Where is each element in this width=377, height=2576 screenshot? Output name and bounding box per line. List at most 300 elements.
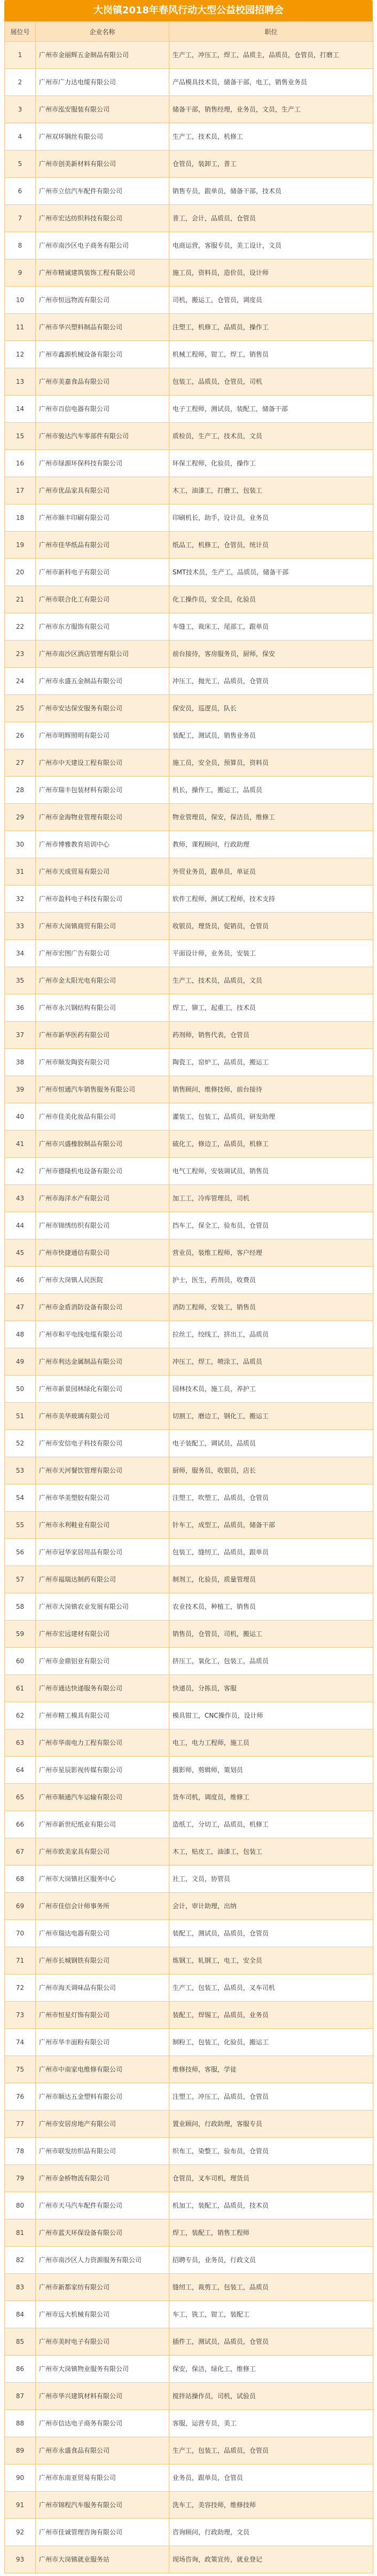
positions-cell: 消防工程师，安装工，销售员 — [169, 1294, 373, 1321]
table-row — [5, 940, 373, 967]
company-name-cell: 广州市恒星灯饰有限公司 — [36, 2002, 169, 2029]
company-name-cell: 广州市星辰影视传媒有限公司 — [36, 1757, 169, 1784]
positions-cell: 包装工，品质员，仓管员，司机 — [169, 368, 373, 396]
positions-cell: 木工，油漆工，打磨工，包装工 — [169, 477, 373, 504]
table-row — [5, 1049, 373, 1076]
positions-cell: 硫化工，修边工，品质员，机修工 — [169, 1131, 373, 1158]
table-row — [5, 2274, 373, 2301]
booth-number-cell: 17 — [5, 477, 36, 504]
company-name-cell: 广州市恒远物流有限公司 — [36, 287, 169, 314]
company-name-cell: 广州市德隆机电设备有限公司 — [36, 1158, 169, 1185]
positions-cell: 机长，操作工，搬运工，品质员 — [169, 777, 373, 804]
table-row — [5, 450, 373, 477]
table-row — [5, 2083, 373, 2111]
company-name-cell: 广州市新景园林绿化有限公司 — [36, 1376, 169, 1403]
booth-number-cell: 69 — [5, 1893, 36, 1920]
booth-number-cell: 31 — [5, 858, 36, 886]
table-row — [5, 1457, 373, 1484]
table-row — [5, 1348, 373, 1376]
positions-cell: 生产工，技术员，机修工 — [169, 123, 373, 151]
company-name-cell: 广州市顺达五金塑料有限公司 — [36, 2083, 169, 2111]
booth-number-cell: 56 — [5, 1539, 36, 1566]
positions-cell: 摄影师，剪辑师，策划员 — [169, 1757, 373, 1784]
table-row — [5, 1158, 373, 1185]
table-row — [5, 1131, 373, 1158]
table-header-row — [5, 22, 373, 42]
table-row — [5, 1484, 373, 1512]
company-name-cell: 广州市南沙区电子商务有限公司 — [36, 232, 169, 259]
company-name-cell: 广州市宏远建材有限公司 — [36, 1621, 169, 1648]
positions-cell: 业务员，跟单员，仓管员 — [169, 2464, 373, 2492]
table-row — [5, 1376, 373, 1403]
company-name-cell: 广州市佳信会计师事务所 — [36, 1893, 169, 1920]
company-name-cell: 广州市蓝天环保设备有限公司 — [36, 2219, 169, 2247]
positions-cell: 货车司机，调度员，维修工 — [169, 1784, 373, 1811]
header-jobs: 职位 — [169, 22, 373, 42]
table-row — [5, 913, 373, 940]
booth-number-cell: 63 — [5, 1729, 36, 1757]
company-name-cell: 广州市广力达电缆有限公司 — [36, 69, 169, 96]
table-row — [5, 1267, 373, 1294]
positions-cell: 厨师，服务员，收银员，店长 — [169, 1457, 373, 1484]
positions-cell: 教师，课程顾问，行政助理 — [169, 831, 373, 858]
booth-number-cell: 5 — [5, 151, 36, 178]
table-row — [5, 2219, 373, 2247]
positions-cell: 营业员，装维工程师，客户经理 — [169, 1239, 373, 1267]
company-name-cell: 广州市大岗镇人民医院 — [36, 1267, 169, 1294]
company-name-cell: 广州市永利鞋业有限公司 — [36, 1512, 169, 1539]
table-row — [5, 559, 373, 586]
table-row — [5, 1512, 373, 1539]
table-row — [5, 1675, 373, 1702]
company-name-cell: 广州市新科电子有限公司 — [36, 559, 169, 586]
table-row — [5, 232, 373, 259]
positions-cell: 搅拌站操作员，司机，试验员 — [169, 2383, 373, 2410]
company-name-cell: 广州市美嘉食品有限公司 — [36, 368, 169, 396]
positions-cell: 注塑工，吹塑工，品质员，仓管员 — [169, 1484, 373, 1512]
booth-number-cell: 14 — [5, 396, 36, 423]
booth-number-cell: 68 — [5, 1866, 36, 1893]
booth-number-cell: 46 — [5, 1267, 36, 1294]
company-name-cell: 广州市永盛食品有限公司 — [36, 2437, 169, 2464]
company-name-cell: 广州市天成贸易有限公司 — [36, 858, 169, 886]
booth-number-cell: 12 — [5, 341, 36, 368]
booth-number-cell: 19 — [5, 532, 36, 559]
positions-cell: 焊工，铆工，起重工，技术员 — [169, 994, 373, 1022]
table-row — [5, 123, 373, 151]
company-name-cell: 广州市中天建设工程有限公司 — [36, 749, 169, 777]
positions-cell: 保安，保洁，绿化工，维修工 — [169, 2356, 373, 2383]
positions-cell: 咨询顾问，行政助理，文员 — [169, 2519, 373, 2546]
booth-number-cell: 60 — [5, 1648, 36, 1675]
positions-cell: 纸品工，机修工，仓管员，统计员 — [169, 532, 373, 559]
booth-number-cell: 13 — [5, 368, 36, 396]
company-name-cell: 广州市中南家电维修有限公司 — [36, 2056, 169, 2083]
booth-number-cell: 24 — [5, 668, 36, 695]
table-row — [5, 1212, 373, 1239]
table-row — [5, 2356, 373, 2383]
booth-number-cell: 35 — [5, 967, 36, 994]
table-row — [5, 1947, 373, 1974]
table-row — [5, 1294, 373, 1321]
positions-cell: 电气工程师，安装调试员，销售员 — [169, 1158, 373, 1185]
booth-number-cell: 89 — [5, 2437, 36, 2464]
booth-number-cell: 47 — [5, 1294, 36, 1321]
booth-number-cell: 45 — [5, 1239, 36, 1267]
positions-cell: 加工工，冷库管理员，司机 — [169, 1185, 373, 1212]
positions-cell: 切割工，磨边工，钢化工，搬运工 — [169, 1403, 373, 1430]
positions-cell: 木工，贴皮工，油漆工，包装工 — [169, 1838, 373, 1866]
company-name-cell: 广州市安信电子科技有限公司 — [36, 1430, 169, 1457]
company-name-cell: 广州市宏达纺织科技有限公司 — [36, 205, 169, 232]
positions-cell: 电子工程师，测试员，装配工，储备干部 — [169, 396, 373, 423]
positions-cell: 印刷机长，助手，设计员，业务员 — [169, 504, 373, 532]
header-company: 企业名称 — [36, 22, 169, 42]
company-name-cell: 广州市信达电子商务有限公司 — [36, 2410, 169, 2437]
booth-number-cell: 10 — [5, 287, 36, 314]
table-row — [5, 1566, 373, 1593]
company-name-cell: 广州市精工模具有限公司 — [36, 1702, 169, 1729]
positions-cell: 软件工程师，测试工程师，技术支持 — [169, 886, 373, 913]
positions-cell: 冲压工，焊工，喷涂工，品质员 — [169, 1348, 373, 1376]
booth-number-cell: 49 — [5, 1348, 36, 1376]
positions-cell: 注塑工，冲压工，品质员，仓管员 — [169, 2083, 373, 2111]
company-name-cell: 广州市立信汽车配件有限公司 — [36, 178, 169, 205]
booth-number-cell: 58 — [5, 1593, 36, 1621]
company-name-cell: 广州市恒通汽车销售服务有限公司 — [36, 1076, 169, 1103]
positions-cell: 仓管员，装卸工，普工 — [169, 151, 373, 178]
table-row — [5, 1729, 373, 1757]
positions-cell: 园林技术员，施工员，养护工 — [169, 1376, 373, 1403]
booth-number-cell: 64 — [5, 1757, 36, 1784]
table-row — [5, 151, 373, 178]
positions-cell: 电商运营，客服专员，美工设计，文员 — [169, 232, 373, 259]
positions-cell: 销售顾问，维修技师，前台接待 — [169, 1076, 373, 1103]
booth-number-cell: 11 — [5, 314, 36, 341]
table-row — [5, 205, 373, 232]
company-name-cell: 广州市海洋水产有限公司 — [36, 1185, 169, 1212]
booth-number-cell: 77 — [5, 2111, 36, 2138]
company-name-cell: 广州市顺发陶瓷有限公司 — [36, 1049, 169, 1076]
table-row — [5, 368, 373, 396]
company-name-cell: 广州市金丽辉五金制品有限公司 — [36, 42, 169, 69]
positions-cell: 保安员，巡逻员，队长 — [169, 695, 373, 722]
company-name-cell: 广州市大岗镇社区服务中心 — [36, 1866, 169, 1893]
table-row — [5, 1784, 373, 1811]
table-row — [5, 1621, 373, 1648]
positions-cell: 农业技术员，种植工，销售员 — [169, 1593, 373, 1621]
company-name-cell: 广州市精诚建筑装饰工程有限公司 — [36, 259, 169, 287]
table-row — [5, 1811, 373, 1838]
table-row — [5, 2301, 373, 2328]
table-row — [5, 2328, 373, 2356]
company-name-cell: 广州市福瑞达制药有限公司 — [36, 1566, 169, 1593]
company-name-cell: 广州市顺通汽车运输有限公司 — [36, 1784, 169, 1811]
table-row — [5, 1648, 373, 1675]
positions-cell: 制粉工，包装工，化验员，搬运工 — [169, 2029, 373, 2056]
company-name-cell: 广州市新华医药有限公司 — [36, 1022, 169, 1049]
booth-number-cell: 75 — [5, 2056, 36, 2083]
table-row — [5, 287, 373, 314]
table-row — [5, 1866, 373, 1893]
booth-number-cell: 65 — [5, 1784, 36, 1811]
company-name-cell: 广州市创美新材料有限公司 — [36, 151, 169, 178]
table-row — [5, 641, 373, 668]
positions-cell: 前台接待，客房服务员，厨师，保安 — [169, 641, 373, 668]
company-name-cell: 广州市美时电子有限公司 — [36, 2328, 169, 2356]
positions-cell: 洗车工，美容技师，维修技师 — [169, 2492, 373, 2519]
table-row — [5, 532, 373, 559]
booth-number-cell: 62 — [5, 1702, 36, 1729]
booth-number-cell: 33 — [5, 913, 36, 940]
company-name-cell: 广州市通达快递服务有限公司 — [36, 1675, 169, 1702]
positions-cell: 产品模具技术员，储备干部，电工，销售业务员 — [169, 69, 373, 96]
company-name-cell: 广州市华南电力工程有限公司 — [36, 1729, 169, 1757]
table-row — [5, 831, 373, 858]
company-name-cell: 广州市东方服饰有限公司 — [36, 613, 169, 641]
table-row — [5, 2192, 373, 2219]
booth-number-cell: 55 — [5, 1512, 36, 1539]
positions-cell: 环保工程师，化验员，操作工 — [169, 450, 373, 477]
company-name-cell: 广州市百信电器有限公司 — [36, 396, 169, 423]
page-title: 大岗镇2018年春风行动大型公益校园招聘会 — [4, 0, 373, 21]
table-row — [5, 1403, 373, 1430]
booth-number-cell: 34 — [5, 940, 36, 967]
company-name-cell: 广州市华兴建筑材料有限公司 — [36, 2383, 169, 2410]
table-row — [5, 2111, 373, 2138]
company-name-cell: 广州市华兴塑料制品有限公司 — [36, 314, 169, 341]
booth-number-cell: 72 — [5, 1974, 36, 2002]
positions-cell: 装配工，焊锡工，品质员，业务员 — [169, 2002, 373, 2029]
table-row — [5, 2056, 373, 2083]
table-row — [5, 2519, 373, 2546]
positions-cell: 维修技师，客服，学徒 — [169, 2056, 373, 2083]
header-booth: 展位号 — [5, 22, 36, 42]
table-row — [5, 2165, 373, 2192]
company-name-cell: 广州市安达保安服务有限公司 — [36, 695, 169, 722]
table-row — [5, 1103, 373, 1131]
company-name-cell: 广州市南沙区人力资源服务有限公司 — [36, 2247, 169, 2274]
booth-number-cell: 82 — [5, 2247, 36, 2274]
table-row — [5, 886, 373, 913]
booth-number-cell: 92 — [5, 2519, 36, 2546]
positions-cell: 拉丝工，绞线工，挤出工，品质员 — [169, 1321, 373, 1348]
table-row — [5, 1430, 373, 1457]
positions-cell: 包装工，缝纫工，品质员，跟单员 — [169, 1539, 373, 1566]
table-row — [5, 586, 373, 613]
booth-number-cell: 80 — [5, 2192, 36, 2219]
company-name-cell: 广州市顺丰印刷有限公司 — [36, 504, 169, 532]
table-row — [5, 2029, 373, 2056]
company-name-cell: 广州市永兴钢结构有限公司 — [36, 994, 169, 1022]
positions-cell: 施工员，安全员，预算员，资料员 — [169, 749, 373, 777]
positions-cell: 陶瓷工，窑炉工，品质员，搬运工 — [169, 1049, 373, 1076]
company-name-cell: 广州市金桥物流有限公司 — [36, 2165, 169, 2192]
booth-number-cell: 53 — [5, 1457, 36, 1484]
company-name-cell: 广州市兴盛橡胶制品有限公司 — [36, 1131, 169, 1158]
company-name-cell: 广州市南沙区酒店管理有限公司 — [36, 641, 169, 668]
company-name-cell: 广州市佳诚管理咨询有限公司 — [36, 2519, 169, 2546]
table-row — [5, 613, 373, 641]
company-name-cell: 广州市永盛五金制品有限公司 — [36, 668, 169, 695]
table-row — [5, 967, 373, 994]
booth-number-cell: 7 — [5, 205, 36, 232]
booth-number-cell: 43 — [5, 1185, 36, 1212]
positions-cell: 社工，文员，协管员 — [169, 1866, 373, 1893]
positions-cell: 生产工，包装工，品质员，叉车司机 — [169, 1974, 373, 2002]
company-name-cell: 广州市冠华家居用品有限公司 — [36, 1539, 169, 1566]
table-row — [5, 1539, 373, 1566]
booth-number-cell: 52 — [5, 1430, 36, 1457]
booth-number-cell: 87 — [5, 2383, 36, 2410]
booth-number-cell: 30 — [5, 831, 36, 858]
job-fair-sheet — [4, 0, 373, 2573]
positions-cell: SMT技术员，生产工，品质员，储备干部 — [169, 559, 373, 586]
company-name-cell: 广州市和平电线电缆有限公司 — [36, 1321, 169, 1348]
booth-number-cell: 79 — [5, 2165, 36, 2192]
booth-number-cell: 71 — [5, 1947, 36, 1974]
company-name-cell: 广州市绿源环保科技有限公司 — [36, 450, 169, 477]
positions-cell: 储备干部，销售经理，业务员，文员，生产工 — [169, 96, 373, 123]
company-name-cell: 广州市佳美化妆品有限公司 — [36, 1103, 169, 1131]
positions-cell: 收银员，理货员，促销员，仓管员 — [169, 913, 373, 940]
company-name-cell: 广州市联发纺织品有限公司 — [36, 2138, 169, 2165]
booth-number-cell: 44 — [5, 1212, 36, 1239]
booth-number-cell: 50 — [5, 1376, 36, 1403]
positions-cell: 外贸业务员，跟单员，单证员 — [169, 858, 373, 886]
table-row — [5, 668, 373, 695]
table-row — [5, 1702, 373, 1729]
positions-cell: 销售员，仓管员，司机，搬运工 — [169, 1621, 373, 1648]
company-name-cell: 广州市瑞达电器有限公司 — [36, 1920, 169, 1947]
company-name-cell: 广州市金盾消防设备有限公司 — [36, 1294, 169, 1321]
positions-cell: 药剂师，销售代表，仓管员 — [169, 1022, 373, 1049]
positions-cell: 装配工，测试员，品质员，仓管员 — [169, 1920, 373, 1947]
booth-number-cell: 2 — [5, 69, 36, 96]
positions-cell: 造纸工，分切工，品质员，机修工 — [169, 1811, 373, 1838]
positions-cell: 织布工，染整工，验布员，仓管员 — [169, 2138, 373, 2165]
table-row — [5, 2410, 373, 2437]
table-row — [5, 2464, 373, 2492]
table-row — [5, 2492, 373, 2519]
positions-cell: 电子装配工，调试员，品质员 — [169, 1430, 373, 1457]
company-name-cell: 广州市骏达汽车零部件有限公司 — [36, 423, 169, 450]
table-row — [5, 1974, 373, 2002]
company-name-cell: 广州市锦绣纺织有限公司 — [36, 1212, 169, 1239]
booth-number-cell: 4 — [5, 123, 36, 151]
table-row — [5, 2247, 373, 2274]
booth-number-cell: 88 — [5, 2410, 36, 2437]
company-name-cell: 广州市美华玻璃有限公司 — [36, 1403, 169, 1430]
company-name-cell: 广州市大岗镇就业服务站 — [36, 2546, 169, 2573]
table-row — [5, 1239, 373, 1267]
positions-cell: 快递员，分拣员，客服 — [169, 1675, 373, 1702]
company-name-cell: 广州市大岗镇农业发展有限公司 — [36, 1593, 169, 1621]
positions-cell: 注塑工，机修工，品质员，操作工 — [169, 314, 373, 341]
company-name-cell: 广州双环钢丝有限公司 — [36, 123, 169, 151]
booth-number-cell: 38 — [5, 1049, 36, 1076]
company-name-cell: 广州市佳华纸品有限公司 — [36, 532, 169, 559]
positions-cell: 会计，审计助理，出纳 — [169, 1893, 373, 1920]
company-name-cell: 广州市天马汽车配件有限公司 — [36, 2192, 169, 2219]
company-name-cell: 广州市金鼎铝业有限公司 — [36, 1648, 169, 1675]
table-row — [5, 423, 373, 450]
booth-number-cell: 54 — [5, 1484, 36, 1512]
table-row — [5, 2437, 373, 2464]
booth-number-cell: 66 — [5, 1811, 36, 1838]
table-row — [5, 1757, 373, 1784]
company-name-cell: 广州市金海物业管理有限公司 — [36, 804, 169, 831]
positions-cell: 护士，医生，药剂员，收费员 — [169, 1267, 373, 1294]
table-row — [5, 341, 373, 368]
booth-number-cell: 73 — [5, 2002, 36, 2029]
table-row — [5, 2546, 373, 2573]
booth-number-cell: 42 — [5, 1158, 36, 1185]
positions-cell: 司机，搬运工，仓管员，调度员 — [169, 287, 373, 314]
booth-number-cell: 18 — [5, 504, 36, 532]
positions-cell: 焊工，装配工，销售工程师 — [169, 2219, 373, 2247]
table-row — [5, 994, 373, 1022]
booth-number-cell: 32 — [5, 886, 36, 913]
table-row — [5, 477, 373, 504]
company-name-cell: 广州市盈科电子科技有限公司 — [36, 886, 169, 913]
table-row — [5, 504, 373, 532]
booth-number-cell: 57 — [5, 1566, 36, 1593]
positions-cell: 装配工，测试员，销售业务员 — [169, 722, 373, 749]
positions-cell: 质检员，生产工，技术员，文员 — [169, 423, 373, 450]
booth-number-cell: 93 — [5, 2546, 36, 2573]
positions-cell: 物业管理员，保安，保洁员，维修工 — [169, 804, 373, 831]
table-row — [5, 749, 373, 777]
positions-cell: 炼钢工，轧钢工，电工，安全员 — [169, 1947, 373, 1974]
positions-cell: 置业顾问，行政助理，客服专员 — [169, 2111, 373, 2138]
company-name-cell: 广州市鑫源机械设备有限公司 — [36, 341, 169, 368]
table-row — [5, 695, 373, 722]
booth-number-cell: 86 — [5, 2356, 36, 2383]
table-row — [5, 2002, 373, 2029]
table-row — [5, 178, 373, 205]
booth-number-cell: 91 — [5, 2492, 36, 2519]
positions-cell: 车工，铣工，钳工，装配工 — [169, 2301, 373, 2328]
company-name-cell: 广州市东南亚贸易有限公司 — [36, 2464, 169, 2492]
company-name-cell: 广州市欧美家具有限公司 — [36, 1838, 169, 1866]
company-name-cell: 广州市华丰面粉有限公司 — [36, 2029, 169, 2056]
booth-number-cell: 6 — [5, 178, 36, 205]
table-row — [5, 69, 373, 96]
positions-cell: 冲压工，抛光工，品质员，仓管员 — [169, 668, 373, 695]
booth-number-cell: 37 — [5, 1022, 36, 1049]
table-row — [5, 2138, 373, 2165]
company-name-cell: 广州市明辉照明有限公司 — [36, 722, 169, 749]
recruitment-table — [4, 21, 373, 2573]
positions-cell: 化工操作员，安全员，化验员 — [169, 586, 373, 613]
table-row — [5, 1893, 373, 1920]
positions-cell: 电工，电力工程师，施工员 — [169, 1729, 373, 1757]
booth-number-cell: 29 — [5, 804, 36, 831]
booth-number-cell: 3 — [5, 96, 36, 123]
table-row — [5, 722, 373, 749]
booth-number-cell: 1 — [5, 42, 36, 69]
positions-cell: 灌装工，包装工，品质员，研发助理 — [169, 1103, 373, 1131]
company-name-cell: 广州市新都家纺有限公司 — [36, 2274, 169, 2301]
company-name-cell: 广州市快捷通信有限公司 — [36, 1239, 169, 1267]
table-row — [5, 259, 373, 287]
booth-number-cell: 48 — [5, 1321, 36, 1348]
table-row — [5, 804, 373, 831]
booth-number-cell: 20 — [5, 559, 36, 586]
company-name-cell: 广州市大岗镇物业服务有限公司 — [36, 2356, 169, 2383]
positions-cell: 生产工，包装工，品质员，仓管员 — [169, 2437, 373, 2464]
